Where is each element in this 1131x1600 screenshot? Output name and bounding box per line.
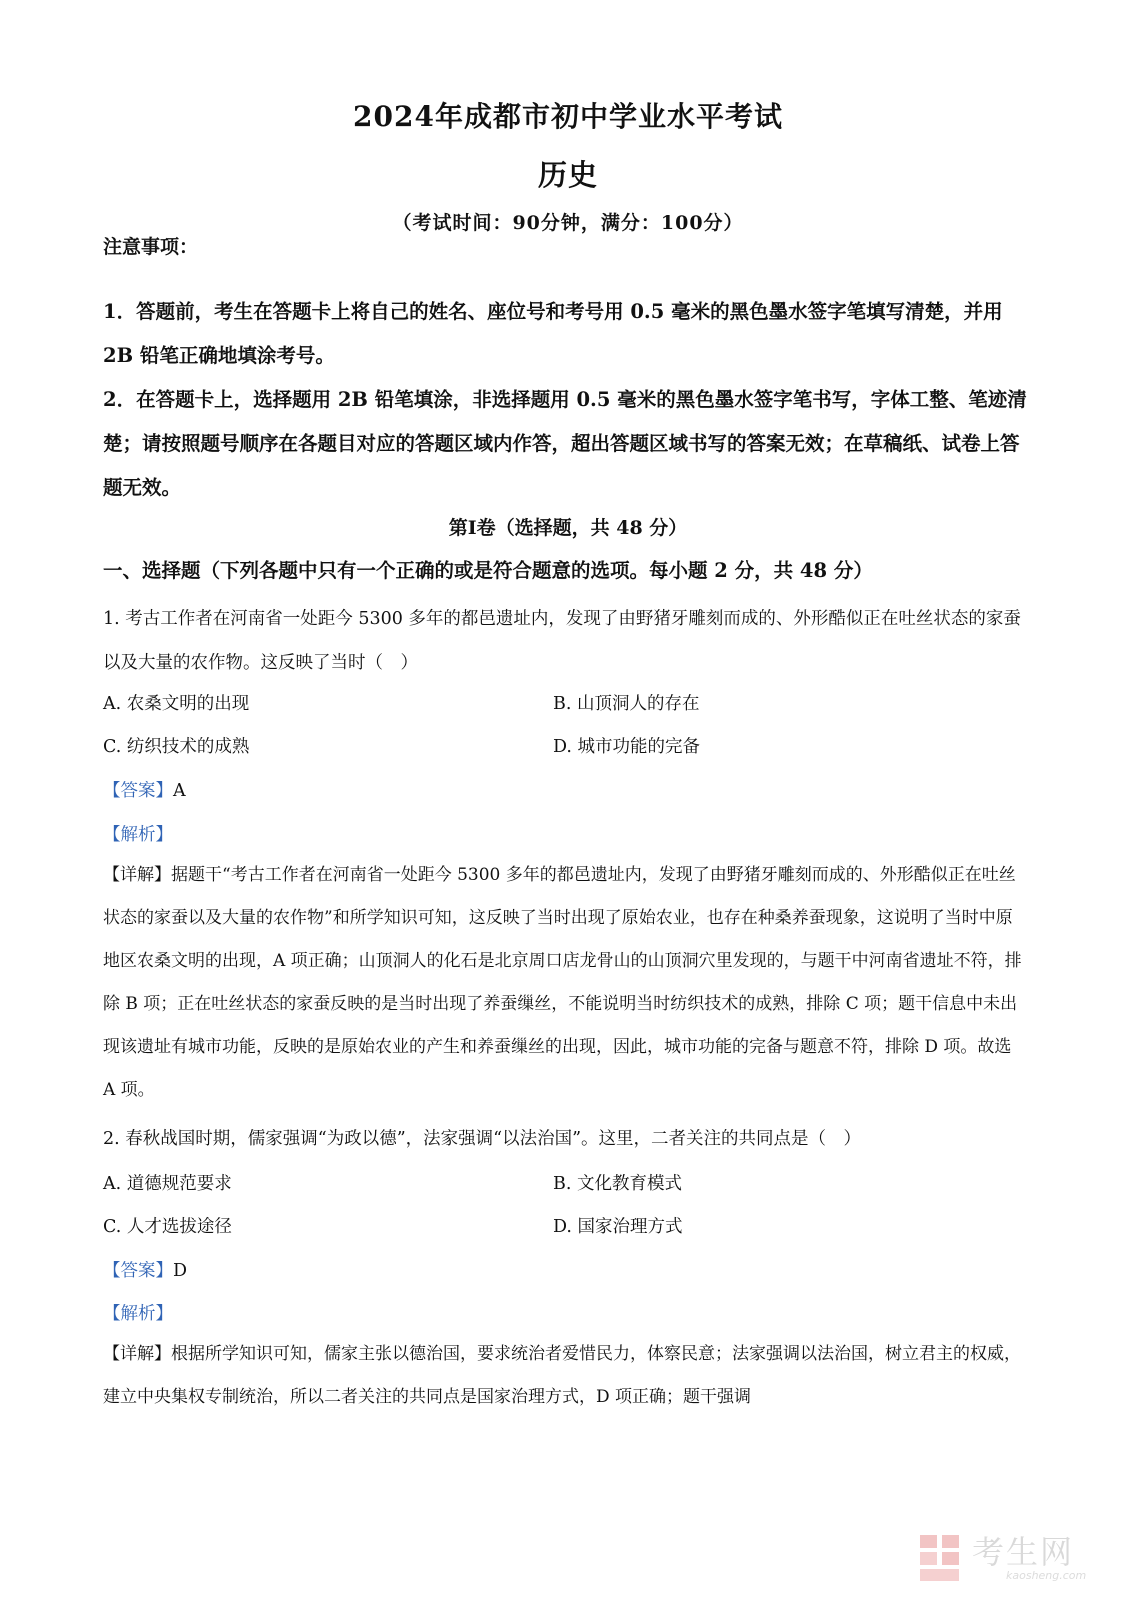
subject-title: 历史	[537, 158, 598, 192]
answer-value: A	[173, 781, 186, 801]
detail-text: 根据所学知识可知，儒家主张以德治国，要求统治者爱惜民力，体察民意；法家强调以法治国，树立君主的权威，建立中央集权专制统治，所以二者关注的共同点是国家治理方式，D 项正确；题干强调	[103, 1344, 1021, 1407]
analysis-label: 【解析】	[103, 825, 173, 845]
question-2-answer	[103, 1257, 187, 1282]
notice-item-2: 2．在答题卡上，选择题用 2B 铅笔填涂，非选择题用 0.5 毫米的黑色墨水签字笔书写，字体工整、笔迹清楚；请按照题号顺序在各题目对应的答题区域内作答，超出答题区域书写的答案无效；在草稿纸、试卷上答题无效。	[103, 388, 1027, 499]
watermark	[918, 1533, 1086, 1583]
question-1-option-b: B. 山顶洞人的存在	[553, 694, 700, 714]
question-1-analysis	[103, 821, 173, 846]
answer-value: D	[173, 1261, 188, 1281]
exam-title: 2024年成都市初中学业水平考试	[353, 100, 783, 133]
question-1-detail	[103, 854, 1028, 1112]
question-2-analysis	[103, 1300, 173, 1325]
question-1-option-c: C. 纺织技术的成熟	[103, 737, 250, 757]
detail-label: 【详解】	[103, 1344, 171, 1364]
question-2-stem: 2. 春秋战国时期，儒家强调“为政以德”，法家强调“以法治国”。这里，二者关注的共同点是（ ）	[103, 1129, 862, 1149]
watermark-url: kaosheng.com	[1006, 1568, 1087, 1582]
watermark-brand: 考生网	[972, 1532, 1075, 1571]
detail-text: 据题干“考古工作者在河南省一处距今 5300 多年的都邑遗址内，发现了由野猪牙雕刻而成的、外形酷似正在吐丝状态的家蚕以及大量的农作物”和所学知识可知，这反映了当时出现了原始农业，也存在种桑养蚕现象，这说明了当时中原地区农桑文明的出现，A 项正确；山顶洞人的化石是北京周口店龙骨山的山顶洞穴里发现的，与题干中河南省遗址不符，排除 B 项；正在吐丝状态的家蚕反映的是当时出现了养蚕缫丝，不能说明当时纺织技术的成熟，排除 C 项；题干信息中未出现该遗址有城市功能，反映的是原始农业的产生和养蚕缫丝的出现，因此，城市功能的完备与题意不符，排除 D 项。故选 A 项。	[103, 865, 1022, 1100]
notice-heading: 注意事项：	[103, 236, 199, 258]
answer-label: 【答案】	[103, 781, 173, 801]
answer-label: 【答案】	[103, 1261, 173, 1281]
question-2-option-a: A. 道德规范要求	[103, 1174, 232, 1194]
exam-info: （考试时间：90分钟，满分：100分）	[392, 212, 744, 234]
question-2-detail	[103, 1333, 1028, 1419]
detail-label: 【详解】	[103, 865, 171, 885]
question-1-stem: 1. 考古工作者在河南省一处距今 5300 多年的都邑遗址内，发现了由野猪牙雕刻而成的、外形酷似正在吐丝状态的家蚕以及大量的农作物。这反映了当时（ ）	[103, 609, 1021, 673]
question-2-option-b: B. 文化教育模式	[553, 1174, 682, 1194]
section-title: 第Ⅰ卷（选择题，共 48 分）	[448, 517, 688, 539]
question-1-answer	[103, 777, 186, 802]
section-intro: 一、选择题（下列各题中只有一个正确的或是符合题意的选项。每小题 2 分，共 48 分）	[103, 559, 873, 582]
question-2-option-d: D. 国家治理方式	[553, 1217, 683, 1237]
question-1-option-a: A. 农桑文明的出现	[103, 694, 250, 714]
analysis-label: 【解析】	[103, 1304, 173, 1324]
notice-item-1: 1．答题前，考生在答题卡上将自己的姓名、座位号和考号用 0.5 毫米的黑色墨水签字笔填写清楚，并用 2B 铅笔正确地填涂考号。	[103, 300, 1003, 367]
brand-logo-icon	[918, 1533, 964, 1583]
question-2-option-c: C. 人才选拔途径	[103, 1217, 232, 1237]
question-1-option-d: D. 城市功能的完备	[553, 737, 701, 757]
